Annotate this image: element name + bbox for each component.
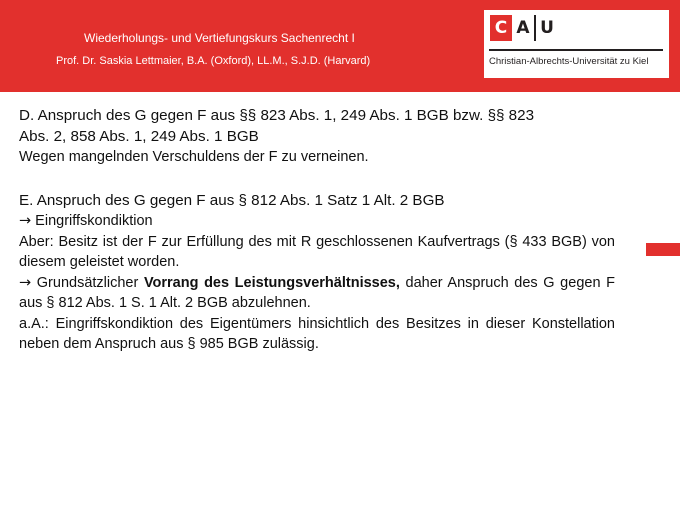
logo-subtitle: Christian-Albrechts-Universität zu Kiel (489, 56, 649, 67)
section-d-heading-line2: Abs. 2, 858 Abs. 1, 249 Abs. 1 BGB (19, 127, 259, 145)
section-e-point1-text: Eingriffskondiktion (31, 213, 153, 229)
logo-letter-c: C (490, 15, 512, 41)
section-e-aa: a.A.: Eingriffskondiktion des Eigentümers hinsichtlich des Besitzes in dieser Konstellation neben dem Anspruch aus § 985 BGB zulässig. (19, 315, 615, 352)
arrow-icon: → (19, 274, 32, 291)
section-d-heading-line1: D. Anspruch des G gegen F aus §§ 823 Abs. 1, 249 Abs. 1 BGB bzw. §§ 823 (19, 107, 535, 124)
arrow-icon: → (19, 213, 32, 229)
lecturer-name: Prof. Dr. Saskia Lettmaier, B.A. (Oxford), LL.M., S.J.D. (Harvard) (56, 55, 371, 67)
logo-letter-u: U (534, 15, 558, 41)
section-e-aber: Aber: Besitz ist der F zur Erfüllung des mit R geschlossenen Kaufvertrags (§ 433 BGB) von diesem geleistet worden. (19, 233, 615, 270)
section-e-point1 (19, 211, 615, 232)
section-e-point2-post: daher Anspruch des G gegen F aus § 812 Abs. 1 S. 1 Alt. 2 BGB abzulehnen. (19, 274, 615, 311)
header-bar (0, 0, 680, 92)
section-e-point2-bold: Vorrang des Leistungsverhältnisses, (143, 274, 400, 291)
university-logo (484, 10, 669, 78)
section-d-text: Wegen mangelnden Verschuldens der F zu verneinen. (19, 149, 369, 165)
side-marker (646, 243, 680, 256)
section-e-point2 (19, 273, 615, 314)
logo-divider (489, 49, 663, 51)
slide-content (19, 106, 615, 355)
logo-letters (490, 15, 558, 41)
section-spacer (19, 168, 615, 191)
logo-letter-a: A (516, 18, 530, 38)
section-e-heading: E. Anspruch des G gegen F aus § 812 Abs. 1 Satz 1 Alt. 2 BGB (19, 191, 445, 209)
section-e-point2-pre: Grundsätzlicher (31, 274, 144, 291)
course-title: Wiederholungs- und Vertiefungskurs Sachenrecht I (84, 31, 355, 45)
